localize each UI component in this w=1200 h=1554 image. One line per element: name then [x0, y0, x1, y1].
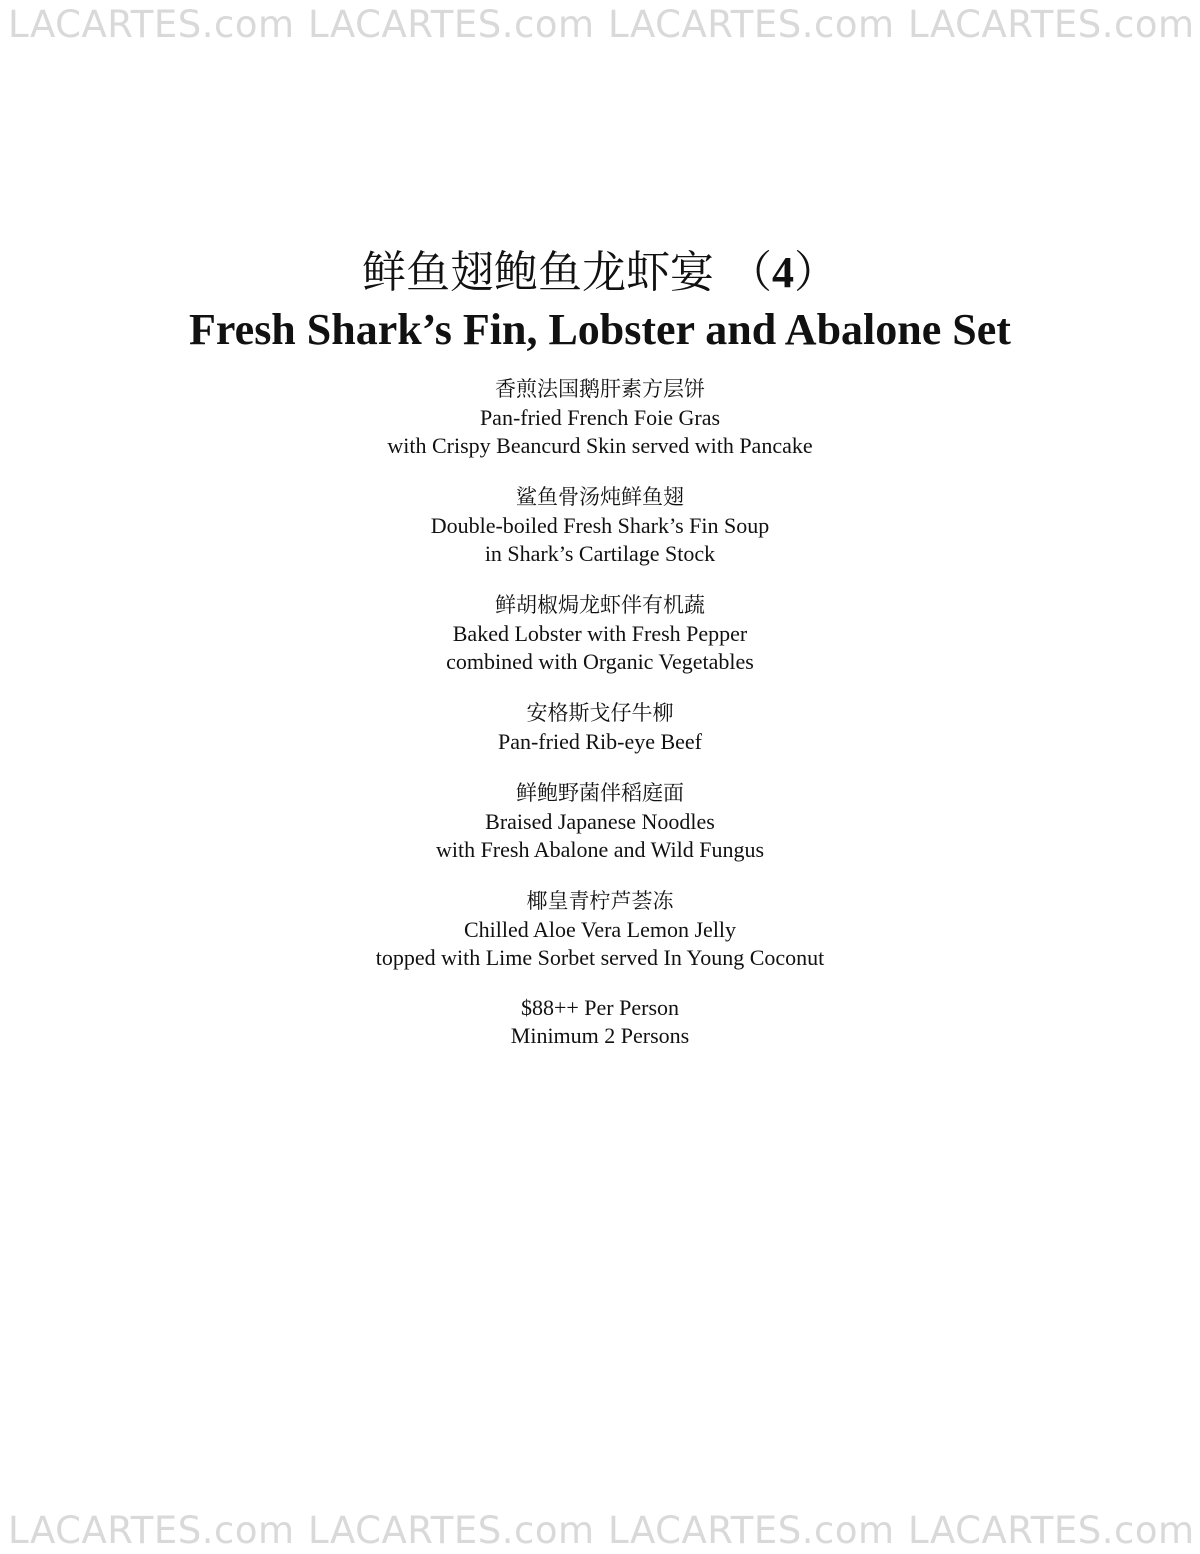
dish-item [0, 698, 1200, 756]
watermark-text: LACARTES.com [308, 1509, 595, 1552]
dish-item [0, 590, 1200, 676]
dish-name-chinese: 鲨鱼骨汤炖鲜鱼翅 [516, 485, 684, 509]
watermark-text: LACARTES.com [908, 1509, 1195, 1552]
dish-name-chinese: 安格斯戈仔牛柳 [526, 701, 674, 725]
dish-item [0, 482, 1200, 568]
title-zh-close: ） [794, 247, 838, 298]
title-zh-text: 鲜鱼翅鲍鱼龙虾宴 （ [362, 247, 772, 298]
dish-item [0, 778, 1200, 864]
watermark-text: LACARTES.com [8, 3, 295, 46]
dish-description: combined with Organic Vegetables [446, 649, 754, 674]
dish-description: with Crispy Beancurd Skin served with Pancake [387, 433, 813, 458]
menu-title-chinese [0, 244, 1200, 302]
watermark-text: LACARTES.com [608, 1509, 895, 1552]
dish-name-english: Double-boiled Fresh Shark’s Fin Soup [430, 513, 770, 538]
watermark-text: LACARTES.com [908, 3, 1195, 46]
watermark-top [0, 2, 1200, 48]
watermark-text: LACARTES.com [8, 1509, 295, 1552]
dish-name-english: Baked Lobster with Fresh Pepper [452, 621, 748, 646]
dish-description: in Shark’s Cartilage Stock [484, 541, 716, 566]
dish-description: topped with Lime Sorbet served In Young Coconut [375, 945, 825, 970]
menu-list [0, 374, 1200, 1072]
dish-name-english: Pan-fried Rib-eye Beef [497, 729, 703, 754]
dish-name-english: Braised Japanese Noodles [485, 809, 715, 834]
watermark-bottom [0, 1508, 1200, 1554]
dish-name-english: Pan-fried French Foie Gras [479, 405, 721, 430]
dish-item [0, 886, 1200, 972]
dish-name-chinese: 椰皇青柠芦荟冻 [526, 889, 674, 913]
set-number: 4 [772, 248, 794, 297]
menu-title-english: Fresh Shark’s Fin, Lobster and Abalone Set [189, 305, 1011, 354]
price-block [0, 994, 1200, 1050]
watermark-text: LACARTES.com [308, 3, 595, 46]
watermark-text: LACARTES.com [608, 3, 895, 46]
dish-description: with Fresh Abalone and Wild Fungus [435, 837, 765, 862]
dish-name-chinese: 鲜鲍野菌伴稻庭面 [516, 781, 684, 805]
dish-name-english: Chilled Aloe Vera Lemon Jelly [463, 917, 737, 942]
price-per-person: $88++ Per Person [520, 995, 680, 1020]
minimum-persons: Minimum 2 Persons [510, 1023, 690, 1048]
dish-name-chinese: 香煎法国鹅肝素方层饼 [495, 377, 705, 401]
dish-item [0, 374, 1200, 460]
dish-name-chinese: 鲜胡椒焗龙虾伴有机蔬 [495, 593, 705, 617]
